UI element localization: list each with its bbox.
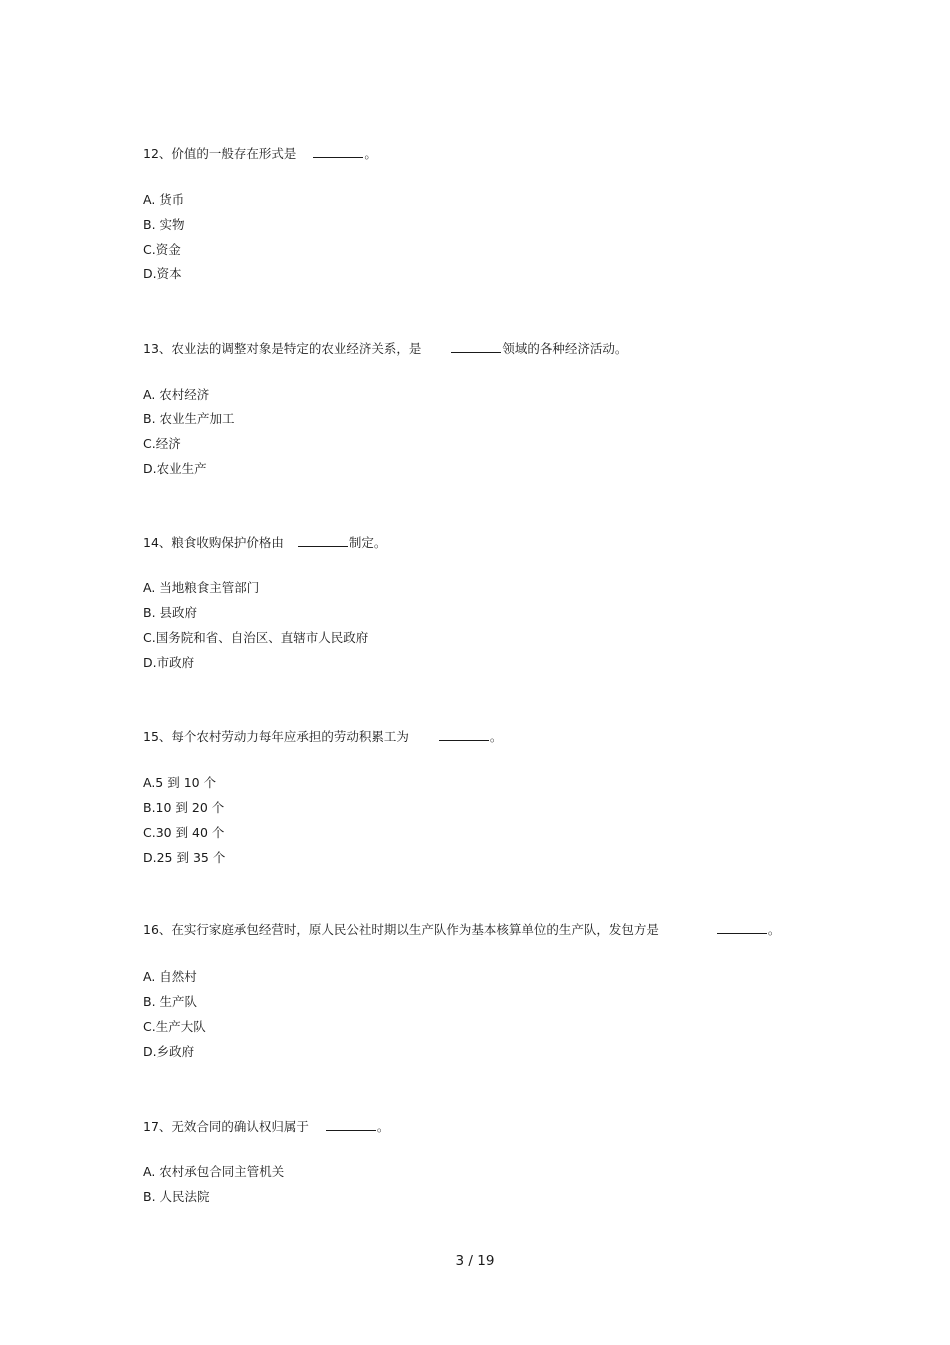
page-number: 3 / 19	[455, 1253, 495, 1269]
question-stem-end: 领域的各种经济活动。	[502, 341, 628, 356]
question-stem-text: 12、价值的一般存在形式是	[143, 146, 297, 161]
question-13-stem	[143, 340, 627, 356]
answer-blank	[326, 1118, 376, 1131]
question-stem-end: 。	[767, 922, 781, 937]
option-14-c: C.国务院和省、自治区、直辖市人民政府	[143, 630, 369, 645]
option-16-c: C.生产大队	[143, 1019, 206, 1034]
question-stem-end: 。	[489, 729, 503, 744]
answer-blank	[451, 340, 501, 353]
option-15-b: B.10 到 20 个	[143, 800, 225, 815]
question-stem-end: 。	[376, 1119, 390, 1134]
question-15-stem	[143, 728, 502, 744]
option-16-a: A. 自然村	[143, 969, 197, 984]
question-stem-text: 13、农业法的调整对象是特定的农业经济关系，是	[143, 341, 422, 356]
question-stem-end: 。	[364, 146, 377, 161]
option-14-b: B. 县政府	[143, 605, 198, 620]
question-17-stem	[143, 1118, 389, 1134]
question-12-stem	[143, 145, 377, 161]
question-stem-text: 17、无效合同的确认权归属于	[143, 1119, 309, 1134]
question-16-stem	[143, 921, 780, 937]
option-14-a: A. 当地粮食主管部门	[143, 580, 260, 595]
option-12-a: A. 货币	[143, 192, 185, 207]
option-12-d: D.资本	[143, 266, 182, 281]
question-stem-end: 制定。	[348, 535, 387, 550]
option-15-a: A.5 到 10 个	[143, 775, 217, 790]
option-13-b: B. 农业生产加工	[143, 411, 235, 426]
answer-blank	[717, 921, 767, 934]
option-15-c: C.30 到 40 个	[143, 825, 225, 840]
question-stem-text: 14、粮食收购保护价格由	[143, 535, 284, 550]
option-12-b: B. 实物	[143, 217, 185, 232]
question-stem-text: 15、每个农村劳动力每年应承担的劳动积累工为	[143, 729, 409, 744]
question-stem-text: 16、在实行家庭承包经营时，原人民公社时期以生产队作为基本核算单位的生产队，发包方是	[143, 922, 659, 937]
answer-blank	[439, 728, 489, 741]
option-16-d: D.乡政府	[143, 1044, 195, 1059]
option-17-a: A. 农村承包合同主管机关	[143, 1164, 285, 1179]
answer-blank	[313, 145, 363, 158]
option-14-d: D.市政府	[143, 655, 195, 670]
option-16-b: B. 生产队	[143, 994, 198, 1009]
option-12-c: C.资金	[143, 242, 181, 257]
option-13-d: D.农业生产	[143, 461, 207, 476]
option-13-c: C.经济	[143, 436, 181, 451]
question-14-stem	[143, 534, 386, 550]
answer-blank	[298, 534, 348, 547]
option-13-a: A. 农村经济	[143, 387, 210, 402]
option-17-b: B. 人民法院	[143, 1189, 210, 1204]
option-15-d: D.25 到 35 个	[143, 850, 226, 865]
